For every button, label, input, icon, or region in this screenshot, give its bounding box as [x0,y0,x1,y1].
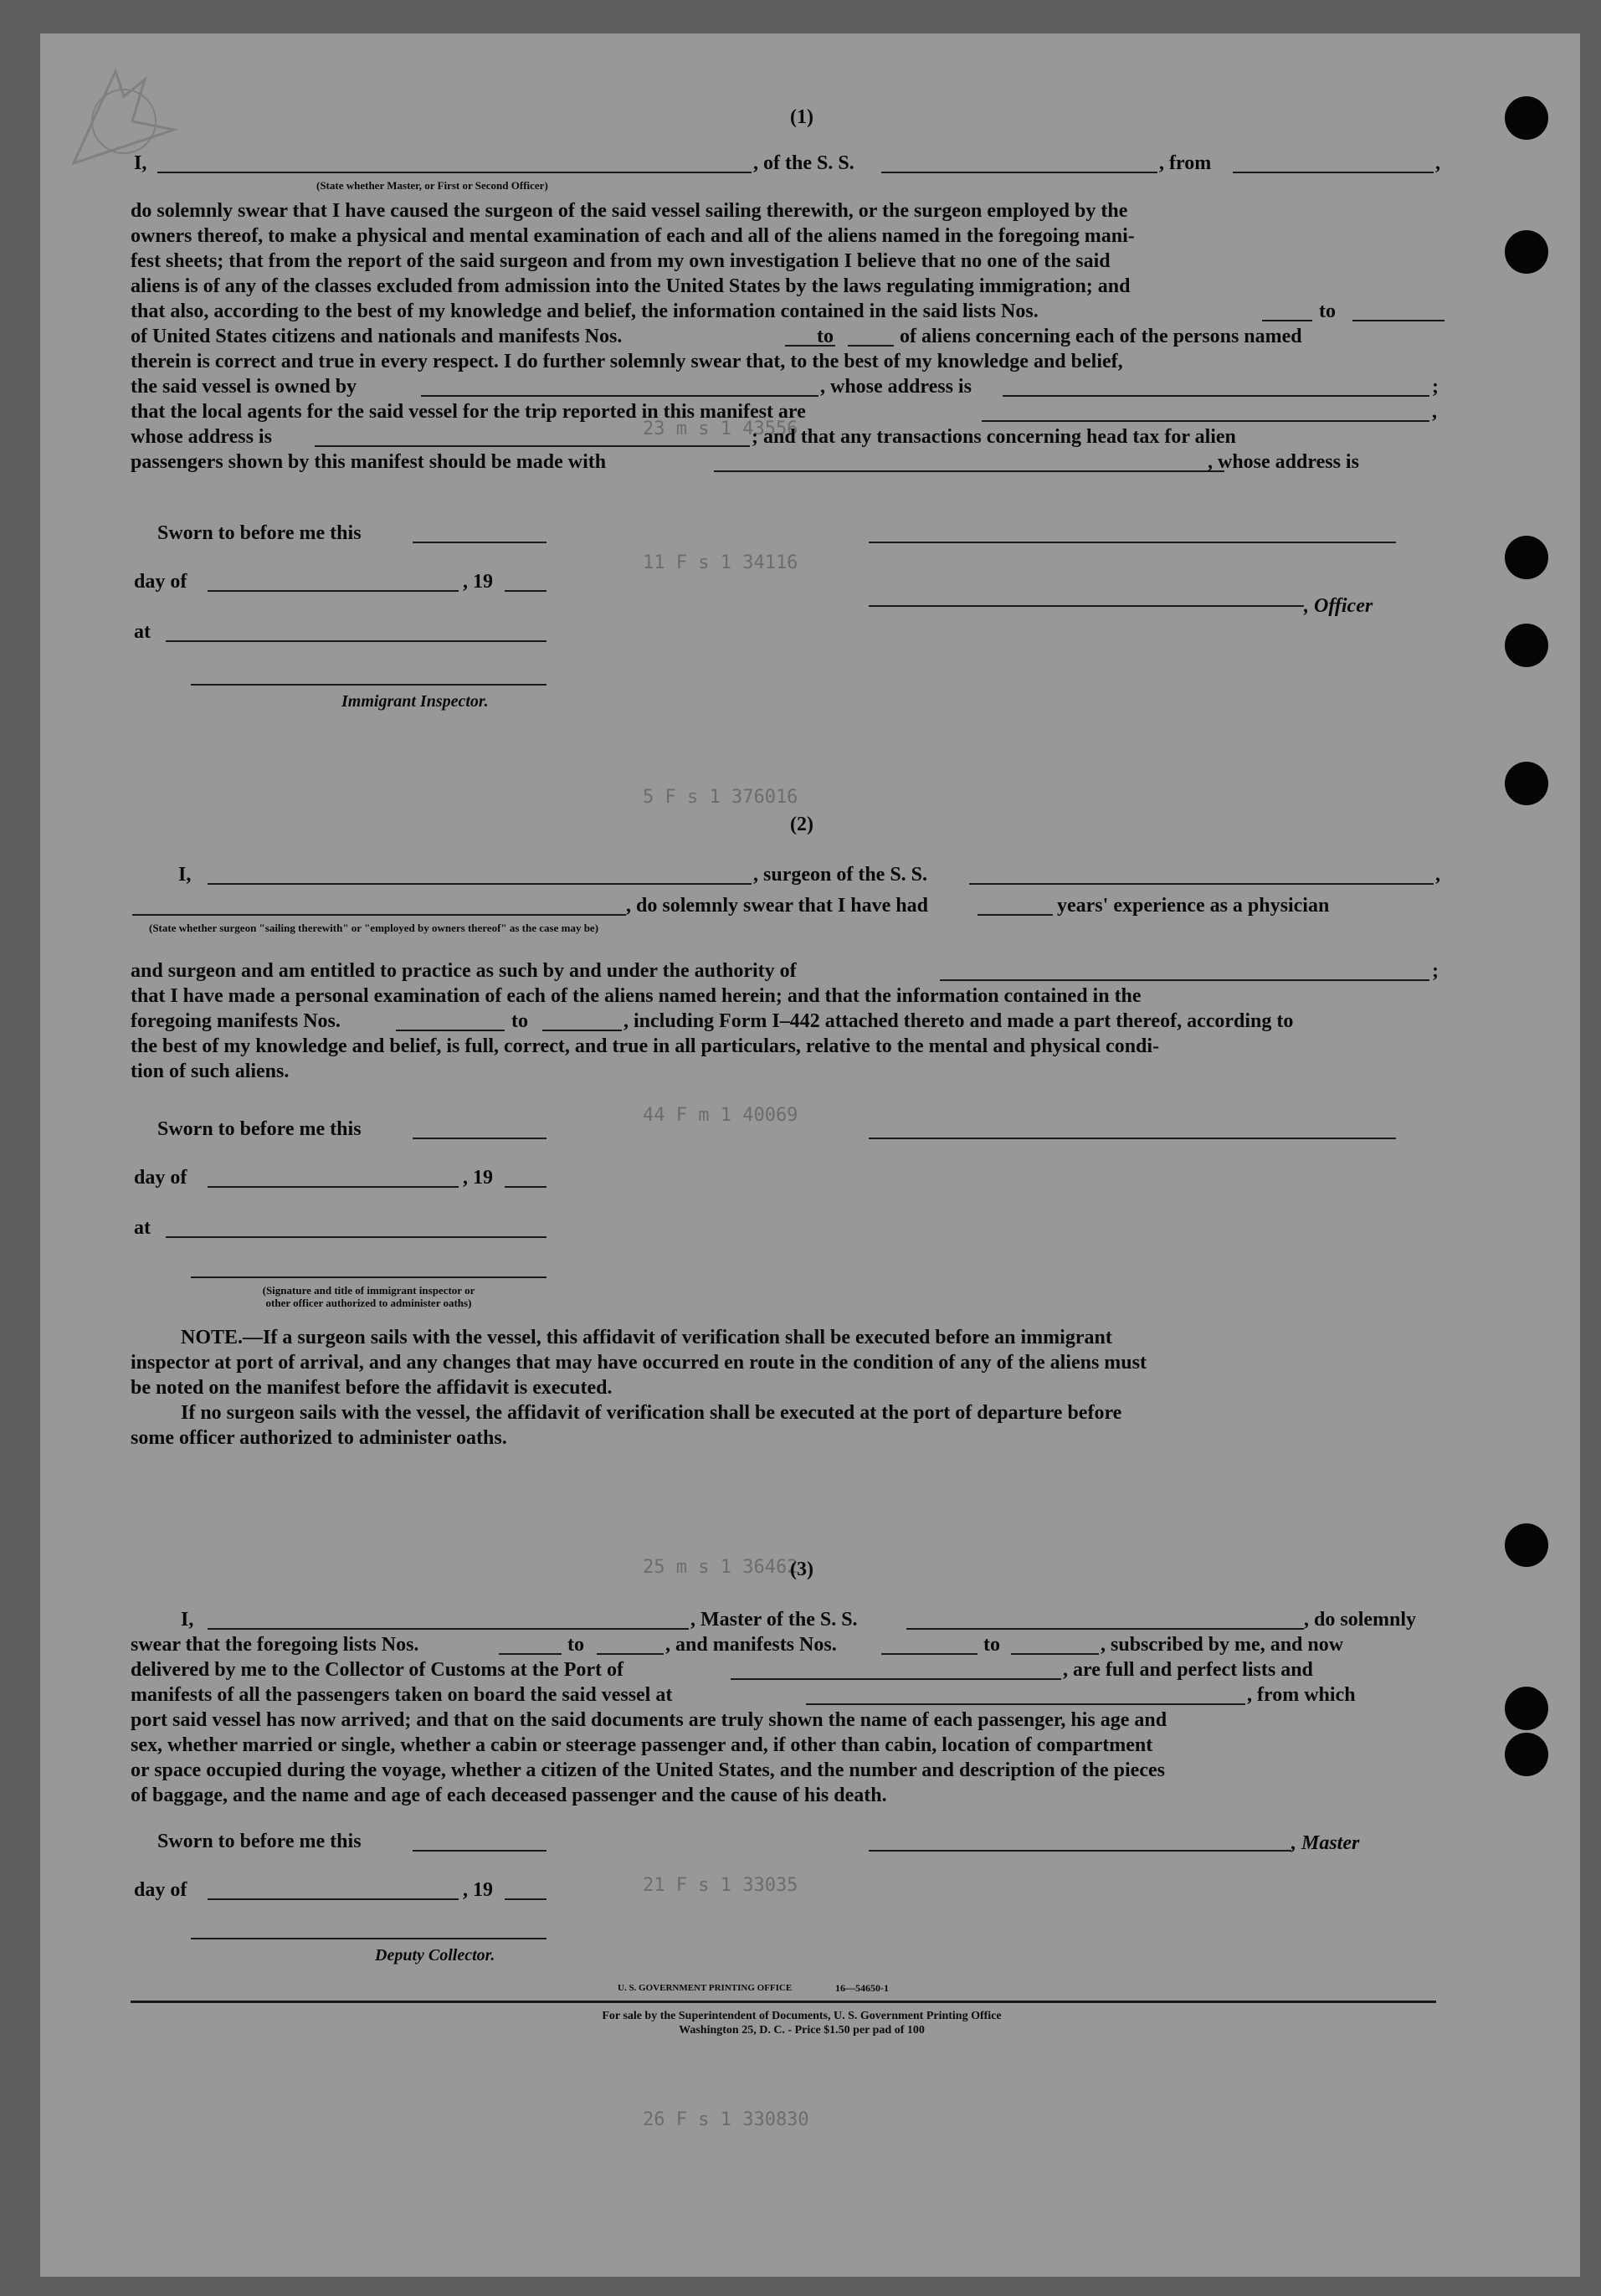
form-text: tion of such aliens. [131,1061,290,1082]
sale-notice: Washington 25, D. C. - Price $1.50 per pad of 100 [679,2024,925,2037]
form-text: whose address is [131,426,272,448]
binder-hole-8 [1505,1733,1548,1776]
binder-hole-4 [1505,624,1548,667]
form-text: or space occupied during the voyage, whether a citizen of the United States, and the number and description of the pieces [131,1759,1165,1781]
sworn-date-field[interactable] [413,1850,546,1852]
port-of-field[interactable] [731,1678,1061,1680]
officer-name-field[interactable] [157,172,752,173]
officer-signature-line-2[interactable] [869,605,1304,607]
form-text: foregoing manifests Nos. [131,1010,341,1032]
sale-notice: For sale by the Superintendent of Documents, U. S. Government Printing Office [602,2010,1002,2022]
surgeon-manifests-to-field[interactable] [542,1030,622,1031]
form-text: , from [1159,152,1212,174]
form-text: that also, according to the best of my knowledge and belief, the information contained in the said lists Nos. [131,300,1039,322]
at-location-field[interactable] [166,640,546,642]
form-text: aliens is of any of the classes excluded from admission into the United States by the laws regulating immigration; and [131,275,1131,297]
owner-address-field[interactable] [1003,395,1429,397]
bleed-through: 23 m s 1 43556 [643,419,798,439]
form-text: swear that the foregoing lists Nos. [131,1634,419,1656]
master-lists-to-field[interactable] [597,1653,664,1655]
form-text: day of [134,571,187,593]
inspector-signature-line[interactable] [191,684,546,686]
form-text: , surgeon of the S. S. [753,864,928,886]
form-text: the best of my knowledge and belief, is full, correct, and true in all particulars, relative to the mental and physical condi- [131,1035,1160,1057]
form-text: ; [1432,960,1439,982]
bleed-through: 11 F s 1 34116 [643,552,798,573]
signer-title: Immigrant Inspector. [341,692,489,711]
form-text: and surgeon and am entitled to practice as such by and under the authority of [131,960,797,982]
practice-authority-field[interactable] [940,979,1429,981]
form-text: manifests of all the passengers taken on board the said vessel at [131,1684,673,1706]
form-text: , whose address is [1208,451,1359,473]
form-text: sex, whether married or single, whether a cabin or steerage passenger and, if other than cabin, location of compartment [131,1734,1153,1756]
master-name-field[interactable] [208,1628,689,1630]
form-text: , 19 [463,571,493,593]
form-text: Sworn to before me this [157,1831,362,1852]
form-text: I, [134,152,147,174]
form-text: of aliens concerning each of the persons named [900,326,1302,347]
form-text: , [1435,864,1440,886]
bleed-through: 5 F s 1 376016 [643,787,798,808]
form-text: of baggage, and the name and age of each deceased passenger and the cause of his death. [131,1785,887,1806]
surgeon-name-field[interactable] [208,883,752,885]
form-text: I, [181,1609,194,1631]
boarded-at-field[interactable] [806,1703,1245,1705]
form-text: of United States citizens and nationals and manifests Nos. [131,326,623,347]
master-signature-line[interactable] [869,1850,1291,1852]
binder-hole-7 [1505,1687,1548,1730]
surgeon-status-field[interactable] [132,914,626,916]
form-text: at [134,1217,151,1239]
form-text: to [817,326,834,347]
form-text: delivered by me to the Collector of Customs at the Port of [131,1659,623,1681]
field-caption: (Signature and title of immigrant inspector or [262,1284,475,1297]
note-text: be noted on the manifest before the affidavit is executed. [131,1377,613,1399]
form-text: that I have made a personal examination of each of the aliens named herein; and that the information contained in the [131,985,1142,1007]
lists-from-field[interactable] [1262,320,1312,321]
form-text: I, [178,864,192,886]
local-agents-field[interactable] [982,420,1429,422]
form-text: to [567,1634,584,1656]
agents-address-field[interactable] [315,445,750,447]
bleed-through: 25 m s 1 36462 [643,1557,798,1578]
day-of-field[interactable] [208,590,459,592]
note-text: inspector at port of arrival, and any changes that may have occurred en route in the condition of any of the aliens must [131,1352,1147,1374]
lists-to-field[interactable] [1352,320,1444,321]
bleed-through: 44 F m 1 40069 [643,1105,798,1126]
at-location-field[interactable] [166,1236,546,1238]
day-of-field[interactable] [208,1898,459,1900]
bleed-through: 21 F s 1 33035 [643,1875,798,1896]
form-text: do solemnly swear that I have caused the surgeon of the said vessel sailing therewith, or the surgeon employed by the [131,200,1128,222]
form-number: 16—54650-1 [835,1982,889,1994]
surgeon-manifests-from-field[interactable] [396,1030,505,1031]
field-caption: other officer authorized to administer oaths) [265,1297,472,1309]
year-field[interactable] [505,1898,546,1900]
form-text: , and manifests Nos. [665,1634,837,1656]
form-text: , [1435,152,1440,174]
section-number: (1) [790,106,813,128]
form-text: at [134,621,151,643]
form-text: ; and that any transactions concerning head tax for alien [752,426,1236,448]
binder-hole-2 [1505,230,1548,274]
field-caption: (State whether Master, or First or Second Officer) [316,179,548,192]
form-text: , from which [1247,1684,1356,1706]
form-text: , are full and perfect lists and [1063,1659,1313,1681]
form-text: passengers shown by this manifest should be made with [131,451,607,473]
form-text: Sworn to before me this [157,1118,362,1140]
master-lists-from-field[interactable] [499,1653,562,1655]
year-field[interactable] [505,1186,546,1188]
form-text: , [1432,401,1437,423]
form-text: , 19 [463,1167,493,1189]
form-text: to [511,1010,528,1032]
form-text: day of [134,1879,187,1901]
form-text: port said vessel has now arrived; and that on the said documents are truly shown the name of each passenger, his age and [131,1709,1167,1731]
form-text: ; [1432,376,1439,398]
form-text: owners thereof, to make a physical and mental examination of each and all of the aliens named in the foregoing mani- [131,225,1135,247]
binder-hole-5 [1505,762,1548,805]
section-number: (2) [790,814,813,835]
form-text: , do solemnly swear that I have had [626,895,928,917]
inspector-signature-line[interactable] [191,1276,546,1278]
form-text: , 19 [463,1879,493,1901]
note-text: NOTE.—If a surgeon sails with the vessel, this affidavit of verification shall be executed before an immigrant [181,1327,1112,1348]
master-ship-field[interactable] [906,1628,1304,1630]
vessel-owner-field[interactable] [421,395,818,397]
binder-hole-3 [1505,536,1548,579]
footer-rule [131,2001,1436,2003]
manifests-to-field[interactable] [848,345,894,347]
signer-title: Deputy Collector. [375,1946,495,1965]
form-text: the said vessel is owned by [131,376,357,398]
form-sheet [40,33,1580,2277]
form-text: Sworn to before me this [157,522,362,544]
form-text: , of the S. S. [753,152,854,174]
form-text: therein is correct and true in every respect. I do further solemnly swear that, to the best of my knowledge and belief, [131,351,1123,372]
form-text: , do solemnly [1304,1609,1417,1631]
officer-signature-line-1[interactable] [869,542,1396,543]
master-title: , Master [1291,1832,1360,1854]
printing-office-imprint: U. S. GOVERNMENT PRINTING OFFICE [618,1983,793,1993]
head-tax-party-field[interactable] [714,470,1224,472]
master-manifests-to-field[interactable] [1011,1653,1099,1655]
section-number: (3) [790,1559,813,1580]
form-text: to [1319,300,1336,322]
field-caption: (State whether surgeon "sailing therewith" or "employed by owners thereof" as the case may be) [149,922,599,934]
collector-signature-line[interactable] [191,1938,546,1939]
bleed-through: 26 F s 1 330830 [643,2109,809,2130]
form-text: , subscribed by me, and now [1101,1634,1344,1656]
surgeon-ship-field[interactable] [969,883,1434,885]
surgeon-signature-line[interactable] [869,1138,1396,1139]
years-experience-field[interactable] [978,914,1053,916]
form-text: to [983,1634,1000,1656]
form-text: that the local agents for the said vessel for the trip reported in this manifest are [131,401,806,423]
from-port-field[interactable] [1233,172,1434,173]
note-text: some officer authorized to administer oaths. [131,1427,507,1449]
form-text: , Master of the S. S. [690,1609,858,1631]
form-text: , whose address is [820,376,972,398]
form-text: day of [134,1167,187,1189]
master-manifests-from-field[interactable] [881,1653,978,1655]
ship-name-field[interactable] [881,172,1157,173]
officer-title: , Officer [1304,595,1373,617]
day-of-field[interactable] [208,1186,459,1188]
year-field[interactable] [505,590,546,592]
sworn-date-field[interactable] [413,542,546,543]
form-text: fest sheets; that from the report of the said surgeon and from my own investigation I believe that no one of the said [131,250,1111,272]
form-text: , including Form I–442 attached thereto and made a part thereof, according to [623,1010,1294,1032]
sworn-date-field[interactable] [413,1138,546,1139]
form-text: years' experience as a physician [1057,895,1330,917]
note-text: If no surgeon sails with the vessel, the affidavit of verification shall be executed at the port of departure before [181,1402,1122,1424]
